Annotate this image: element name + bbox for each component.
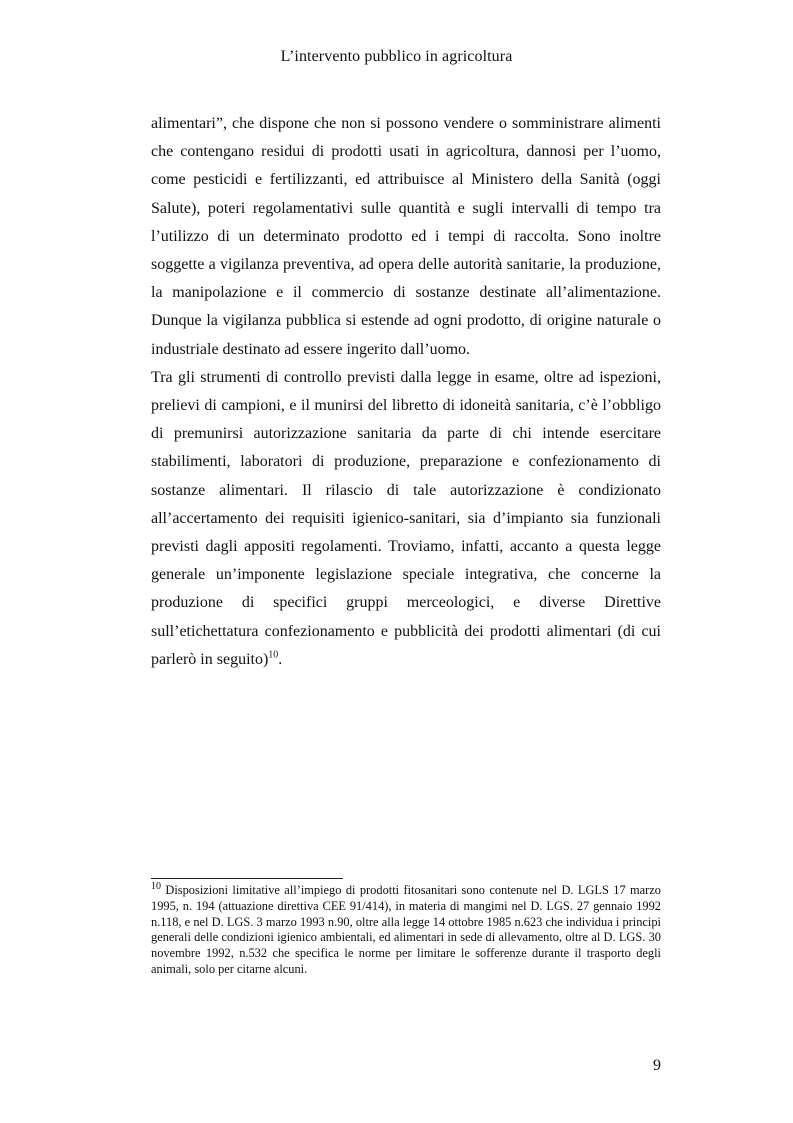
footnote-text: Disposizioni limitative all’impiego di prodotti fitosanitari sono contenute nel D. LGLS 17 marzo 1995, n. 194 (attuazione direttiva CEE 91/414), in materia di mangimi nel D. LGS. 27 gennaio 1992 n.118, e nel D. LGS. 3 marzo 1993 n.90, oltre alla legge 14 ottobre 1985 n.623 che individua i principi generali delle condizioni igienico ambientali, ed alimentari in sede di allevamento, oltre al D. LGS. 30 novembre 1992, n.532 che specifica le norme per limitare le sofferenze durante il trasporto degli animali, solo per citarne alcuni. (151, 883, 661, 976)
footnote (151, 880, 661, 978)
paragraph-2-text: Tra gli strumenti di controllo previsti dalla legge in esame, oltre ad ispezioni, prelievi di campioni, e il munirsi del libretto di idoneità sanitaria, c’è l’obbligo di premunirsi autorizzazione sanitaria da parte di chi intende esercitare stabilimenti, laboratori di produzione, preparazione e confezionamento di sostanze alimentari. Il rilascio di tale autorizzazione è condizionato all’accertamento dei requisiti igienico-sanitari, sia d’impianto sia funzionali previsti dagli appositi regolamenti. Troviamo, infatti, accanto a questa legge generale un’imponente legislazione speciale integrativa, che concerne la produzione di specifici gruppi merceologici, e diverse Direttive sull’etichettatura confezionamento e pubblicità dei prodotti alimentari (di cui parlerò in seguito) (151, 368, 661, 668)
paragraph-2-end: . (278, 650, 283, 668)
paragraph-2 (151, 364, 661, 674)
footnote-reference[interactable]: 10 (268, 649, 279, 661)
body-text (151, 110, 661, 674)
page-number: 9 (653, 1057, 661, 1074)
paragraph-1: alimentari”, che dispone che non si possono vendere o somministrare alimenti che contengano residui di prodotti usati in agricoltura, dannosi per l’uomo, come pesticidi e fertilizzanti, ed attribuisce al Ministero della Sanità (oggi Salute), poteri regolamentativi sulle quantità e sugli intervalli di tempo tra l’utilizzo di un determinato prodotto ed i tempi di raccolta. Sono inoltre soggette a vigilanza preventiva, ad opera delle autorità sanitarie, la produzione, la manipolazione e il commercio di sostanze destinate all’alimentazione. Dunque la vigilanza pubblica si estende ad ogni prodotto, di origine naturale o industriale destinato ad essere ingerito dall’uomo. (151, 115, 661, 358)
footnote-number: 10 (151, 880, 161, 892)
running-header: L’intervento pubblico in agricoltura (280, 48, 513, 65)
footnote-separator (151, 878, 343, 879)
